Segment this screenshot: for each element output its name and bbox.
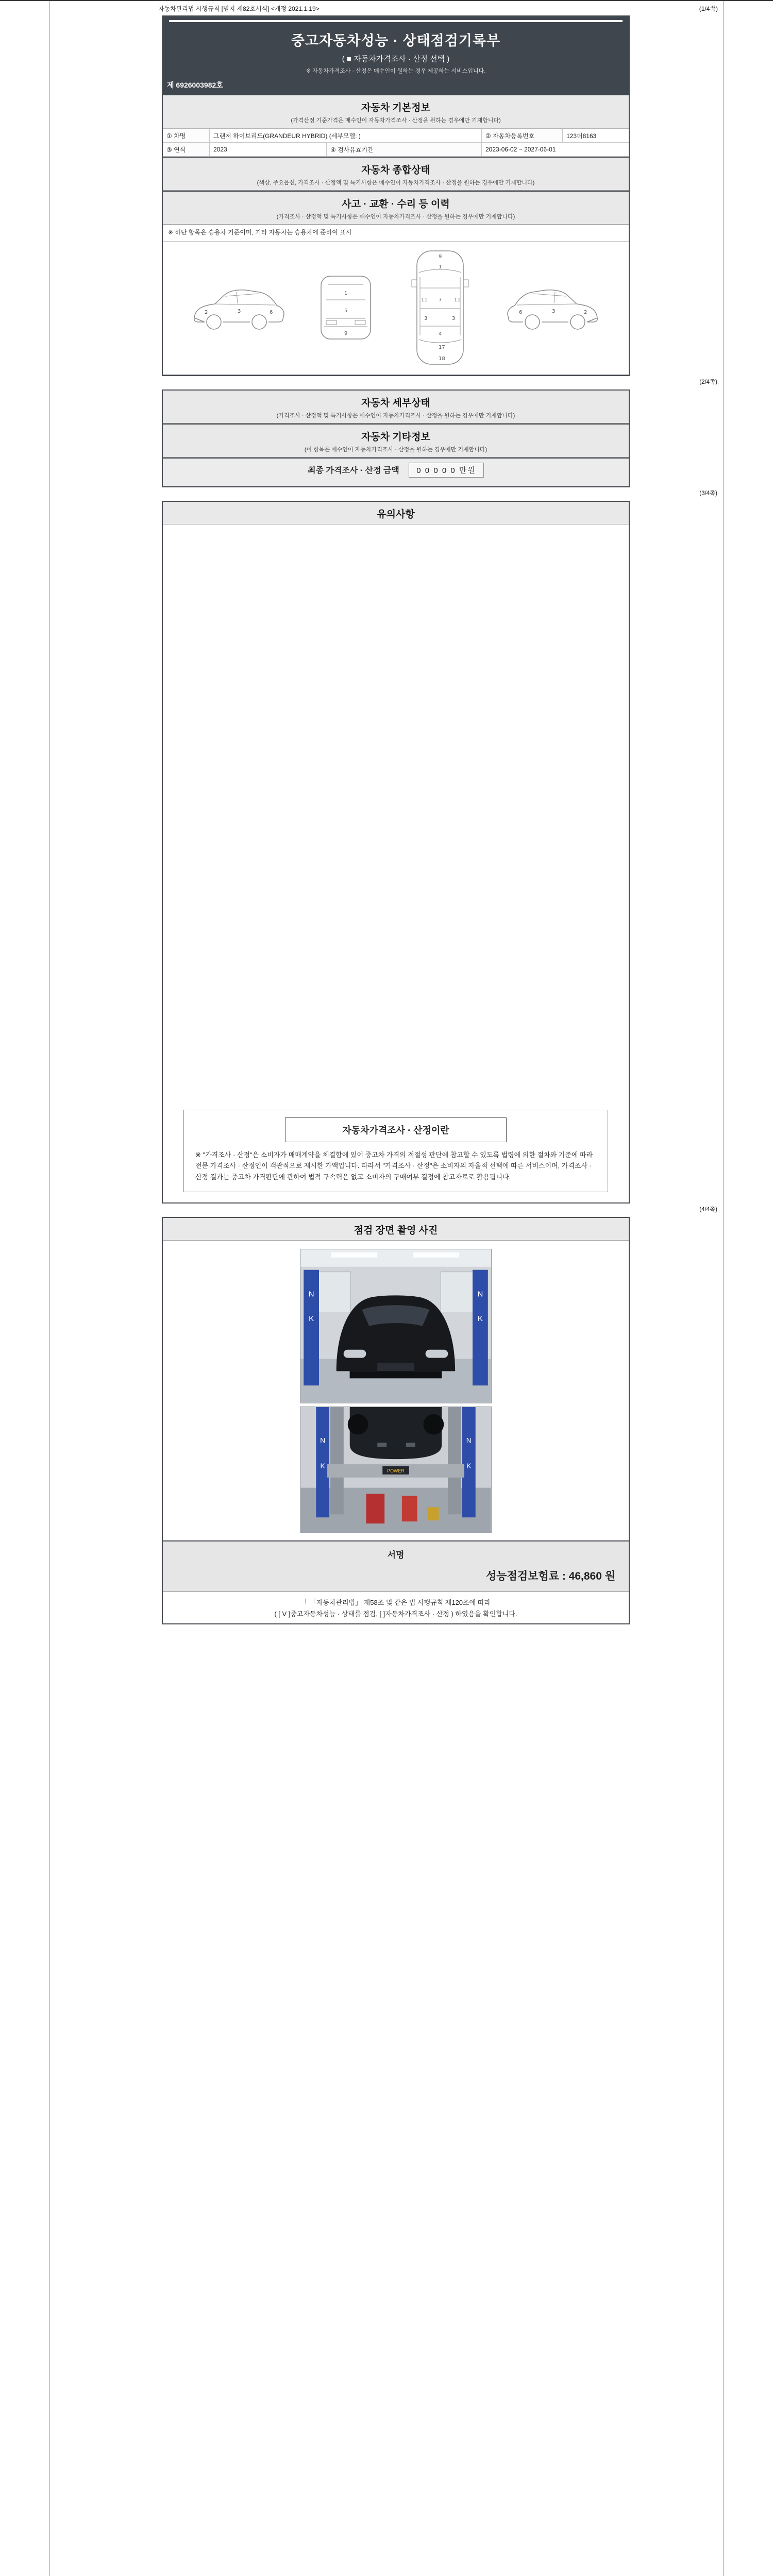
accident-note: (가격조사 · 산정액 및 특기사항은 매수인이 자동차가격조사 · 산정을 원하는 경우에만 기재합니다): [276, 214, 515, 220]
signature-band: [163, 1541, 629, 1592]
insurance-fee: 성능점검보험료 : 46,860 원: [485, 1570, 615, 1583]
page-number-2: (2/4쪽): [699, 379, 717, 385]
document-subtitle: ( ■ 자동차가격조사 · 산정 선택 ): [342, 55, 450, 63]
detail-note: (가격조사 · 산정액 및 특기사항은 매수인이 자동차가격조사 · 산정을 원하는 경우에만 기재합니다): [276, 413, 515, 419]
title-bar-rule: [169, 20, 623, 22]
svg-text:6: 6: [270, 309, 273, 315]
inspection-photo-front: [300, 1249, 492, 1403]
year-label: ③ 연식: [163, 143, 210, 156]
svg-text:1: 1: [439, 264, 442, 270]
price-info-box: [183, 1110, 608, 1192]
page4-block: [162, 1217, 630, 1624]
title-bar: [163, 16, 629, 95]
svg-text:N: N: [466, 1436, 472, 1445]
notices-body: [163, 524, 629, 1101]
passenger-car-note: ※ 하단 항목은 승용차 기준이며, 기타 자동차는 승용차에 준하여 표시: [168, 229, 352, 236]
valid-value: 2023-06-02 ~ 2027-06-01: [485, 146, 556, 153]
confirmation-line-2: ( [ V ]중고자동차성능 · 상태를 점검, [ ]자동차가격조사 · 산정 ) 하였음을 확인합니다.: [274, 1610, 517, 1618]
car-top-diagram: [401, 248, 479, 367]
inspection-photo-rear-underside: [300, 1406, 492, 1533]
accident-legend: [163, 225, 629, 242]
photos-title: 점검 장면 촬영 사진: [354, 1225, 438, 1236]
svg-text:11: 11: [454, 297, 461, 303]
svg-text:18: 18: [439, 355, 445, 362]
svg-text:9: 9: [344, 330, 348, 336]
basic-row-year: [163, 143, 629, 157]
svg-text:3: 3: [452, 315, 456, 321]
accident-band: [163, 191, 629, 225]
svg-text:POWER: POWER: [387, 1468, 405, 1474]
svg-text:K: K: [466, 1462, 472, 1470]
svg-text:7: 7: [439, 297, 442, 303]
valid-label: ④ 검사유효기간: [327, 143, 482, 156]
car-front-diagram: [313, 269, 379, 346]
svg-text:9: 9: [439, 253, 442, 260]
page-number-4: (4/4쪽): [699, 1207, 717, 1213]
final-price-amount: 0 0 0 0 0 만원: [409, 463, 484, 478]
svg-text:5: 5: [344, 308, 348, 314]
svg-text:N: N: [477, 1290, 483, 1299]
document-title: 중고자동차성능 · 상태점검기록부: [291, 33, 501, 48]
page-number-1: (1/4쪽): [699, 5, 718, 12]
final-price-label: 최종 가격조사 · 산정 금액: [308, 466, 399, 475]
detail-title: 자동차 세부상태: [361, 398, 430, 409]
accident-title: 사고 · 교환 · 수리 등 이력: [342, 199, 450, 210]
page1-block: [162, 15, 630, 376]
overall-band: [163, 157, 629, 191]
car-side-right-diagram: [501, 277, 604, 338]
overall-title: 자동차 종합상태: [361, 165, 430, 176]
photos-band: [163, 1218, 629, 1241]
confirmation-statement: [163, 1592, 629, 1623]
basic-info-band: [163, 95, 629, 128]
document-body: [162, 15, 717, 1624]
svg-text:6: 6: [519, 309, 523, 315]
year-value: 2023: [210, 143, 327, 156]
signature-title: 서명: [387, 1550, 405, 1561]
confirmation-line-1: 「 「자동차관리법」 제58조 및 같은 법 시행규칙 제120조에 따라: [301, 1599, 491, 1607]
etc-band: [163, 423, 629, 457]
reg-no-label: ② 자동차등록번호: [482, 129, 563, 142]
basic-info-note: (가격산정 기준가격은 매수인이 자동차가격조사 · 산정을 원하는 경우에만 기재합니다): [291, 117, 501, 124]
notices-title: 유의사항: [377, 509, 415, 520]
price-info-box-title: 자동차가격조사 · 산정이란: [285, 1117, 507, 1142]
svg-text:3: 3: [424, 315, 428, 321]
notices-band: [163, 502, 629, 524]
basic-info-title: 자동차 기본정보: [361, 103, 430, 113]
page-number-3: (3/4쪽): [699, 490, 717, 497]
svg-text:N: N: [308, 1290, 314, 1299]
etc-note: (이 항목은 매수인이 자동차가격조사 · 산정을 원하는 경우에만 기재합니다): [304, 447, 488, 453]
detail-band: [163, 391, 629, 423]
svg-text:11: 11: [421, 297, 428, 303]
svg-text:3: 3: [552, 308, 556, 314]
final-price-band: [163, 457, 629, 486]
form-reference: 자동차관리법 시행규칙 [별지 제82호서식] <개정 2021.1.19>: [158, 5, 320, 12]
reg-no-value: 123더8163: [566, 132, 597, 140]
page3-block: [162, 501, 630, 1204]
svg-text:K: K: [320, 1462, 325, 1470]
svg-text:17: 17: [439, 344, 445, 350]
car-damage-diagrams: [163, 242, 629, 375]
svg-text:K: K: [309, 1315, 314, 1324]
photos-area: [163, 1241, 629, 1541]
document-title-note: ※ 자동차가격조사 · 산정은 매수인이 원하는 경우 제공하는 서비스입니다.: [306, 68, 486, 74]
top-meta-row: [158, 4, 718, 13]
svg-text:3: 3: [238, 308, 241, 314]
svg-text:1: 1: [344, 290, 348, 296]
basic-info-table: [163, 128, 629, 157]
svg-text:2: 2: [584, 309, 587, 315]
overall-note: (색상, 주요옵션, 가격조사 · 산정액 및 특기사항은 매수인이 자동차가격조사 · 산정을 원하는 경우에만 기재합니다): [257, 180, 535, 186]
svg-text:4: 4: [439, 331, 442, 337]
car-name-label: ① 차명: [163, 129, 210, 142]
car-side-left-diagram: [187, 277, 290, 338]
car-name-value: 그랜저 하이브리드(GRANDEUR HYBRID) (세부모델: ): [210, 129, 482, 142]
svg-text:2: 2: [205, 309, 208, 315]
basic-row-name: [163, 129, 629, 143]
svg-text:K: K: [477, 1315, 483, 1324]
svg-text:N: N: [320, 1436, 326, 1445]
price-info-box-text: ※ "가격조사 · 산정"은 소비자가 매매계약을 체결함에 있어 중고차 가격의 적절성 판단에 참고할 수 있도록 법령에 의한 절차와 기준에 따라 전문 가격조사 · 산정인이 객관적으로 제시한 가액입니다. 따라서 "가격조사 · 산정"은 소비자의 자율적 선택에 따른 서비스이며, 가격조사 · 산정 결과는 중고차 가격판단에 관하여 법적 구속력은 없고 소비자의 구매여부 결정에 참고자료로 활용됩니다.: [195, 1151, 593, 1181]
document-number: 제 6926003982호: [167, 81, 223, 89]
page2-block: [162, 389, 630, 487]
etc-title: 자동차 기타정보: [361, 432, 430, 443]
